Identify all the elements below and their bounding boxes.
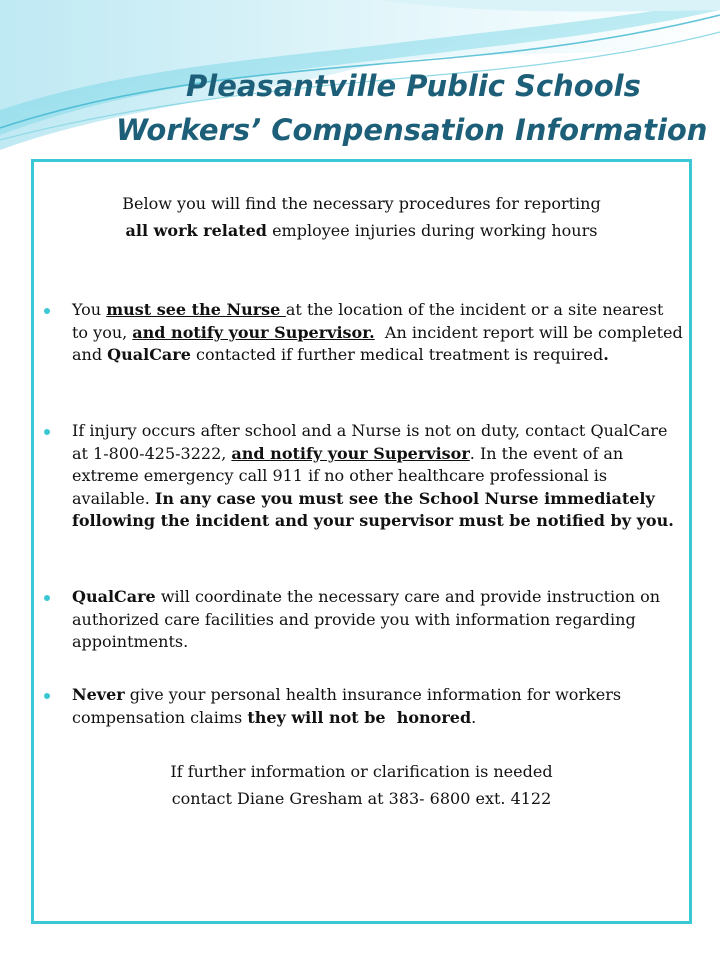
bullet-item-after-school (72, 420, 684, 533)
bullet-item-qualcare (72, 586, 684, 654)
page-title-line-1: Pleasantville Public Schools (186, 69, 641, 103)
bullet-4-emphasis: Never (72, 685, 125, 704)
bullet-2-emphasis: In any case you must see the School Nurse immediately following the incident and your supervisor must be notified by you. (72, 488, 674, 530)
intro-text (34, 190, 689, 244)
bullet-dot-icon (44, 693, 50, 699)
bullet-item-never (72, 684, 684, 729)
bullet-item-see-nurse (72, 299, 688, 367)
intro-line-1: Below you will find the necessary procedures for reporting (122, 194, 601, 213)
bullet-1-text: An incident report will be completed and (72, 322, 688, 364)
bullet-4-text: give your personal health insurance information for workers compensation claims (72, 685, 622, 727)
bullet-1-emphasis: must see the Nurse (106, 300, 286, 319)
bullet-1-emphasis: and notify your Supervisor. (132, 322, 375, 342)
intro-line-2 (34, 217, 689, 244)
bullet-dot-icon (44, 308, 50, 314)
contact-footer (34, 758, 689, 812)
intro-line-2-rest: employee injuries during working hours (266, 221, 598, 240)
bullet-1-text: You (72, 300, 107, 319)
bullet-1-emphasis: . (603, 345, 609, 364)
bullet-1-text: at the location of the incident or a site nearest to you, (72, 300, 664, 342)
content-box (31, 159, 692, 924)
bullet-2-emphasis: and notify your Supervisor (231, 443, 470, 463)
bullet-4-text: . (471, 707, 477, 727)
bullet-2-text: . In the event of an extreme emergency call 911 if no other healthcare professional is available. (72, 443, 624, 508)
bullet-3-text: will coordinate the necessary care and provide instruction on authorized care facilities and provide you with information regarding appointments. (72, 587, 661, 651)
bullet-1-emphasis: QualCare (107, 345, 191, 364)
intro-line-2-bold: all work related (125, 221, 267, 240)
bullet-1-text: contacted if further medical treatment is required (190, 345, 604, 364)
bullet-dot-icon (44, 429, 50, 435)
bullet-4-emphasis: they will not be honored (247, 707, 472, 727)
bullet-dot-icon (44, 595, 50, 601)
page-title-line-2: Workers’ Compensation Information (116, 113, 708, 147)
footer-line-2: contact Diane Gresham at 383- 6800 ext. 4122 (171, 789, 552, 808)
bullet-2-text: If injury occurs after school and a Nurse is not on duty, contact QualCare at 1-800-425-3222, (72, 421, 668, 463)
bullet-3-emphasis: QualCare (72, 587, 156, 606)
footer-line-1: If further information or clarification is needed (170, 762, 553, 781)
